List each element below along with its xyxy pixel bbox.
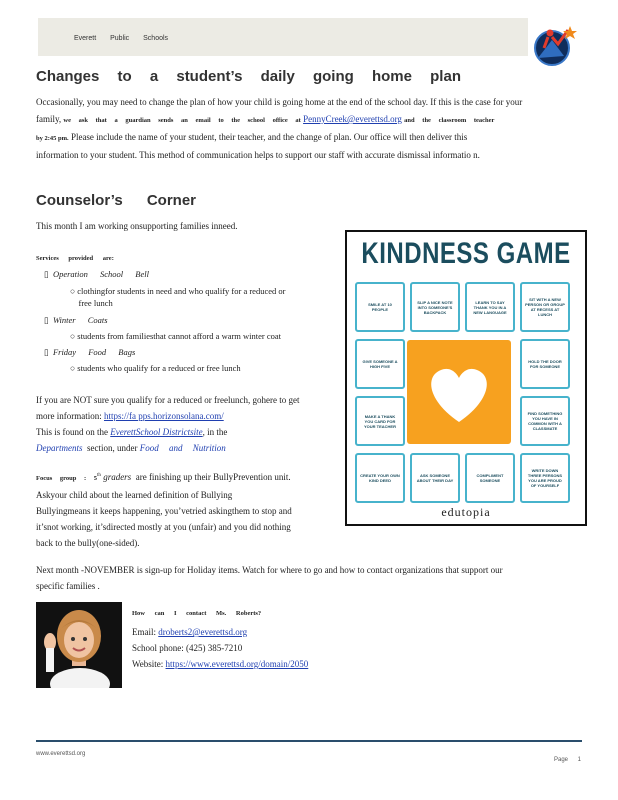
- focus-group-paragraph: Focus group : 5th graders are finishing up their BullyPrevention unit. Askyour child about the learned definition of Bullying Bullyingmeans it keeps happening, you’vetried askingthem to stop and it’snot working, it’sdirected mostly at you (unfair) and you did nothing back to the bully(one-sided).: [36, 472, 292, 548]
- kindness-cell: SLIP A NICE NOTE INTO SOMEONE'S BACKPACK: [410, 282, 460, 332]
- heart-icon: [407, 340, 511, 444]
- footer-url: www.everettsd.org: [36, 751, 86, 757]
- horizon-link[interactable]: https://fa pps.horizonsolana.com/: [103, 411, 224, 421]
- edutopia-brand: edutopia: [441, 505, 491, 519]
- teacher-website-link[interactable]: https://www.everettsd.org/domain/2050: [165, 659, 309, 669]
- page-number: Page 1: [554, 757, 582, 763]
- kindness-cell: WRITE DOWN THREE PERSONS YOU ARE PROUD OF YOURSELF: [520, 453, 570, 503]
- kindness-cell: GIVE SOMEONE A HIGH FIVE: [355, 339, 405, 389]
- kindness-cell: CREATE YOUR OWN KIND DEED: [355, 453, 405, 503]
- header-org-text: Everett Public Schools: [74, 35, 169, 42]
- services-label: Services provided are:: [36, 255, 114, 262]
- list-item: ○ clothingfor students in need and who qualify for a reduced or free lunch: [70, 286, 286, 308]
- kindness-cell: ASK SOMEONE ABOUT THEIR DAY: [410, 453, 460, 503]
- kindness-cell: SIT WITH A NEW PERSON OR GROUP AT RECESS AT LUNCH: [520, 282, 570, 332]
- contact-info: Email: droberts2@everettsd.org School phone: (425) 385-7210 Website: https://www.everettsd.org/domain/2050: [132, 627, 309, 669]
- list-item: ○ students who qualify for a reduced or free lunch: [70, 363, 241, 373]
- para-line: Occasionally, you may need to change the plan of how your child is going home at the end of the school day. If this is the case for your: [36, 97, 523, 107]
- district-site-link[interactable]: EverettSchool Districtsite: [110, 427, 203, 437]
- kindness-center-cell: [407, 340, 511, 444]
- kindness-cell: FIND SOMETHING YOU HAVE IN COMMON WITH A CLASSMATE: [520, 396, 570, 446]
- next-month-paragraph: Next month -NOVEMBER is sign-up for Holiday items. Watch for where to go and how to contact organizations that support our specific families .: [36, 565, 503, 591]
- contact-question: How can I contact Ms. Roberts?: [132, 610, 262, 617]
- counselor-intro: This month I am working onsupporting families inneed.: [36, 221, 238, 231]
- school-phone: School phone: (425) 385-7210: [132, 643, 243, 653]
- kindness-cell: SMILE AT 10 PEOPLE: [355, 282, 405, 332]
- section-title-counselor: Counselor’s Corner: [36, 192, 197, 209]
- para-line: by 2:45 pm. Please include the name of your student, their teacher, and the change of plan. Our office will then deliver this: [36, 132, 468, 142]
- kindness-title: KINDNESS GAME: [361, 236, 571, 271]
- kindness-game-poster: [345, 230, 587, 526]
- footer-divider: [36, 740, 582, 742]
- list-item: ○ students from familiesthat cannot afford a warm winter coat: [70, 331, 282, 341]
- kindness-cell: LEARN TO SAY THANK YOU IN A NEW LANGUAGE: [465, 282, 515, 332]
- teacher-email-link[interactable]: droberts2@everettsd.org: [158, 627, 248, 637]
- para-line: family, we ask that a guardian sends an email to the school office at PennyCreek@everettsd.org and the classroom teacher: [36, 114, 495, 124]
- list-item: ▯ Friday Food Bags: [44, 347, 136, 357]
- school-office-email-link[interactable]: PennyCreek@everettsd.org: [303, 114, 402, 124]
- teacher-avatar: [36, 602, 122, 688]
- list-item: ▯ Winter Coats: [44, 315, 108, 325]
- kindness-cell: COMPLIMENT SOMEONE: [465, 453, 515, 503]
- not-sure-paragraph: If you are NOT sure you qualify for a reduced or freelunch, gohere to get more information: https://fa pps.horizonsolana.com/ This is found on the EverettSchool Districtsite, in the Departments section, under Food and Nutrition: [36, 395, 300, 453]
- kindness-cell: MAKE A THANK YOU CARD FOR YOUR TEACHER: [355, 396, 405, 446]
- going-home-paragraph: [36, 94, 586, 164]
- section-title-going-home: Changes to a student’s daily going home plan: [36, 68, 461, 85]
- school-logo-icon: [528, 18, 580, 70]
- para-line: information to your student. This method of communication helps to support our staff with accurate dismissal informatio n.: [36, 150, 480, 160]
- kindness-cell: HOLD THE DOOR FOR SOMEONE: [520, 339, 570, 389]
- services-list: [44, 266, 334, 376]
- list-item: ▯ Operation School Bell: [44, 269, 149, 279]
